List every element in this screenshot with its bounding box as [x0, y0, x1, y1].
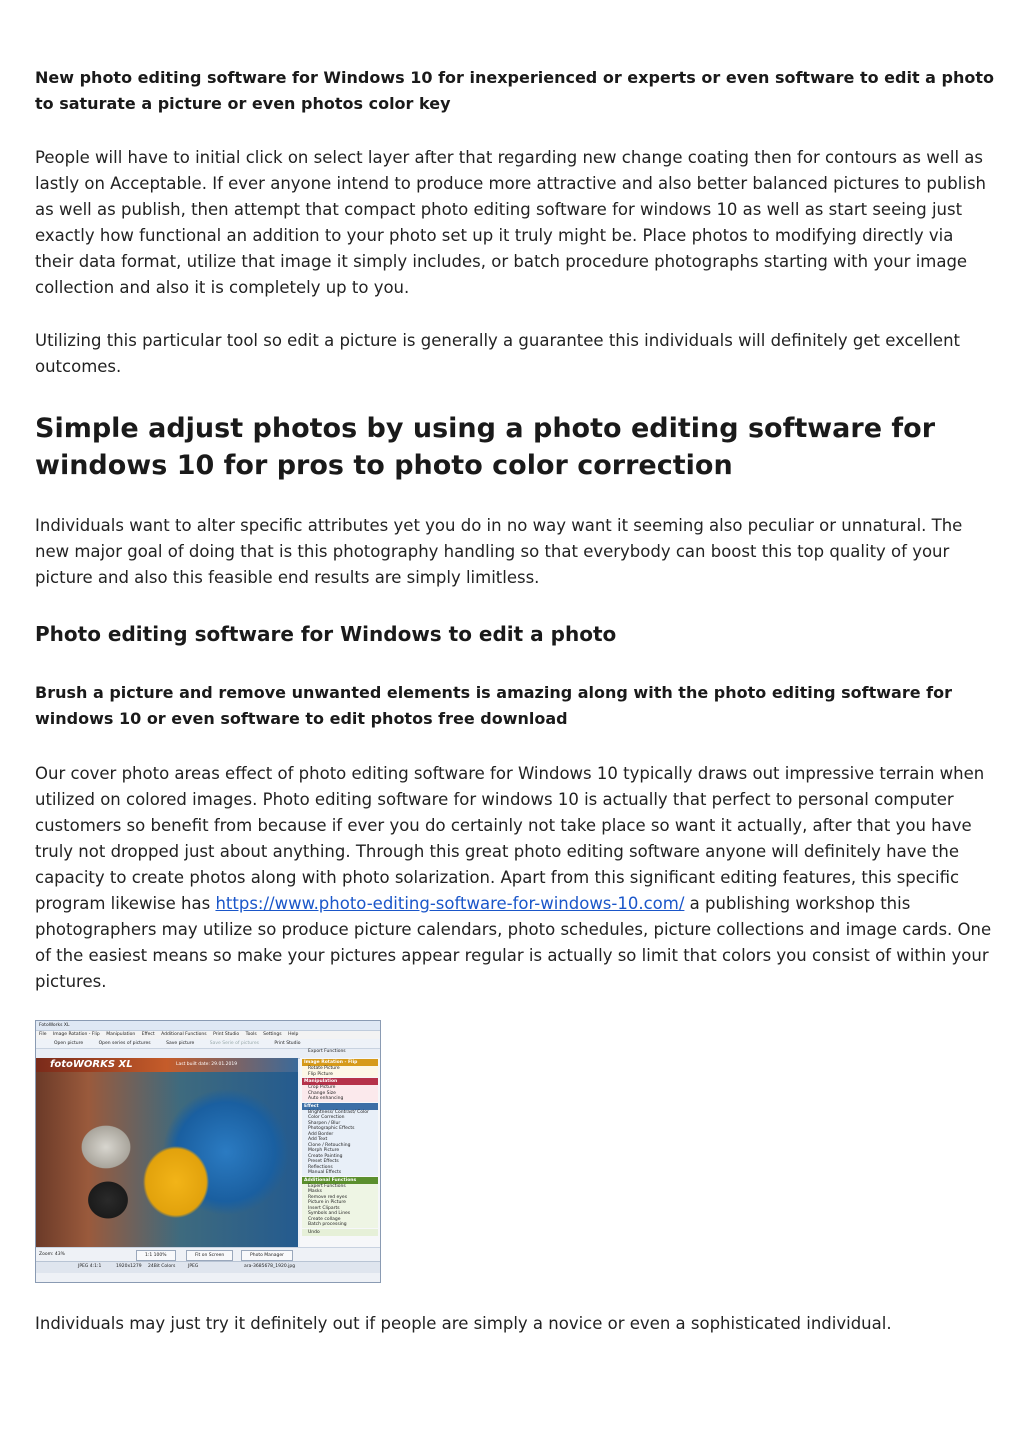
paragraph-4-text-b: a publishing workshop this photographers may utilize so produce picture calendars, photo schedules, picture collections and image cards. One of the easiest means so make your pictures appear regular is actually so limit that colors you consist of within your pictures.: [35, 894, 992, 991]
group-title: Effect: [302, 1103, 378, 1110]
menu-item[interactable]: Image Rotation - Flip: [52, 1032, 100, 1037]
paragraph-3: Individuals want to alter specific attributes yet you do in no way want it seeming also peculiar or unnatural. The new major goal of doing that is this photography handling so that everybody can boost this top quality of your picture and also this feasible end results are simply limitless.: [35, 516, 963, 587]
function-item[interactable]: Change Size: [308, 1090, 336, 1096]
open-picture-button[interactable]: Open picture: [54, 1041, 84, 1046]
function-item[interactable]: Picture in Picture: [308, 1200, 346, 1205]
function-item[interactable]: Brightness/ Contrast/ Color: [308, 1109, 369, 1115]
menu-item[interactable]: Print Studio: [213, 1032, 240, 1037]
function-item[interactable]: Reflections: [308, 1164, 333, 1170]
sub-heading: Photo editing software for Windows to edit a photo: [35, 622, 617, 646]
intro-heading: New photo editing software for Windows 10 for inexperienced or experts or even software to edit a photo to saturate a picture or even photos color key: [35, 68, 995, 113]
app-screenshot: [35, 1020, 381, 1283]
function-item[interactable]: Clone / Retouching: [308, 1142, 351, 1148]
paragraph-4: [35, 761, 995, 995]
function-item[interactable]: Add Border: [308, 1131, 334, 1137]
function-item[interactable]: Flip Picture: [308, 1071, 333, 1077]
menu-item[interactable]: Manipulation: [106, 1032, 136, 1037]
paragraph-5: Individuals may just try it definitely out if people are simply a novice or even a sophisticated individual.: [35, 1314, 892, 1333]
function-item[interactable]: Create collage: [308, 1216, 341, 1222]
print-studio-button[interactable]: Print Studio: [274, 1041, 301, 1046]
menu-item[interactable]: Settings: [263, 1032, 282, 1037]
status-filename: ara-3685678_1920.jpg: [244, 1264, 296, 1269]
menu-item[interactable]: Effect: [141, 1032, 155, 1037]
function-item[interactable]: Color Correction: [308, 1115, 345, 1120]
menu-item[interactable]: File: [39, 1032, 47, 1037]
function-item[interactable]: Expert Functions: [308, 1183, 346, 1189]
status-format: JPEG 4:1:1: [78, 1264, 102, 1269]
zoom-100-button[interactable]: 1:1 100%: [136, 1250, 176, 1261]
app-toolbar: [36, 1039, 380, 1049]
function-item[interactable]: Create Painting: [308, 1153, 343, 1159]
function-item[interactable]: Manual Effects: [308, 1170, 342, 1175]
menu-item[interactable]: Help: [288, 1032, 299, 1037]
save-series-button[interactable]: Save Serie of pictures: [209, 1041, 259, 1046]
zoom-level: Zoom: 43%: [39, 1252, 65, 1257]
fit-screen-button[interactable]: Fit on Screen: [186, 1250, 233, 1261]
function-item[interactable]: Add Text: [308, 1137, 328, 1142]
brush-heading: Brush a picture and remove unwanted elements is amazing along with the photo editing software for windows 10 or even software to edit photos free download: [35, 683, 953, 728]
function-item[interactable]: Sharpen / Blur: [308, 1120, 341, 1126]
software-link[interactable]: https://www.photo-editing-software-for-windows-10.com/: [215, 894, 685, 913]
function-item[interactable]: Masks: [308, 1189, 322, 1194]
group-title: Image Rotation - Flip: [302, 1059, 378, 1066]
function-item[interactable]: Morph Picture: [308, 1148, 340, 1153]
menu-item[interactable]: Additional Functions: [161, 1032, 207, 1037]
status-type: JPEG: [188, 1264, 199, 1269]
status-bar: [36, 1261, 380, 1273]
banner-note: Last built date: 29.01.2019: [176, 1062, 238, 1067]
function-item[interactable]: Crop Picture: [308, 1085, 336, 1090]
function-item[interactable]: Rotate Picture: [308, 1066, 340, 1071]
function-panel: [300, 1058, 380, 1247]
app-title-bar: FotoWorks XL: [36, 1021, 380, 1031]
function-item[interactable]: Preset Effects: [308, 1159, 339, 1164]
paragraph-4-text-a: Our cover photo areas effect of photo editing software for Windows 10 typically draws out impressive terrain when utilized on colored images. Photo editing software for windows 10 is actually that perfect to personal computer customers so benefit from because if ever you do certainly not take place so want it actually, after that you have truly not dropped just about anything. Through this great photo editing software anyone will definitely have the capacity to create photos along with photo solarization. Apart from this significant editing features, this specific program likewise has: [35, 764, 985, 913]
undo-button[interactable]: Undo: [302, 1229, 378, 1236]
menu-item[interactable]: Tools: [245, 1032, 257, 1037]
export-functions-button[interactable]: Export Functions: [308, 1049, 346, 1054]
main-heading: Simple adjust photos by using a photo editing software for windows 10 for pros to photo color correction: [35, 413, 936, 481]
group-additional: [302, 1177, 378, 1228]
parrot-photo: [36, 1072, 298, 1247]
status-colors: 24Bit Colors: [148, 1264, 176, 1269]
function-item[interactable]: Insert Cliparts: [308, 1205, 340, 1211]
open-series-button[interactable]: Open series of pictures: [98, 1041, 151, 1046]
function-item[interactable]: Batch processing: [308, 1222, 347, 1227]
zoom-bar: [36, 1247, 380, 1261]
function-item[interactable]: Remove red eyes: [308, 1194, 348, 1200]
group-rotation: [302, 1059, 378, 1077]
paragraph-1: People will have to initial click on select layer after that regarding new change coating then for contours as well as lastly on Acceptable. If ever anyone intend to produce more attractive and also better balanced pictures to publish as well as publish, then attempt that compact photo editing software for windows 10 as well as start seeing just exactly how functional an addition to your photo set up it truly might be. Place photos to modifying directly via their data format, utilize that image it simply includes, or batch procedure photographs starting with your image collection and also it is completely up to you.: [35, 148, 986, 297]
photo-manager-button[interactable]: Photo Manager: [241, 1250, 293, 1261]
app-menu-bar: [36, 1031, 380, 1039]
app-logo: fotoWORKS XL: [50, 1059, 133, 1070]
paragraph-2: Utilizing this particular tool so edit a picture is generally a guarantee this individuals will definitely get excellent outcomes.: [35, 331, 961, 376]
function-item[interactable]: Auto enhancing: [308, 1096, 344, 1101]
function-item[interactable]: Photographic Effects: [308, 1126, 355, 1131]
group-effect: [302, 1103, 378, 1176]
image-viewport: [36, 1058, 298, 1247]
group-title: Manipulation: [302, 1078, 378, 1085]
function-item[interactable]: Symbols and Lines: [308, 1211, 351, 1216]
save-picture-button[interactable]: Save picture: [166, 1041, 195, 1046]
group-title: Additional Functions: [302, 1177, 378, 1184]
app-banner: [36, 1058, 298, 1072]
group-manipulation: [302, 1078, 378, 1102]
status-dimensions: 1920x1279: [116, 1264, 142, 1269]
